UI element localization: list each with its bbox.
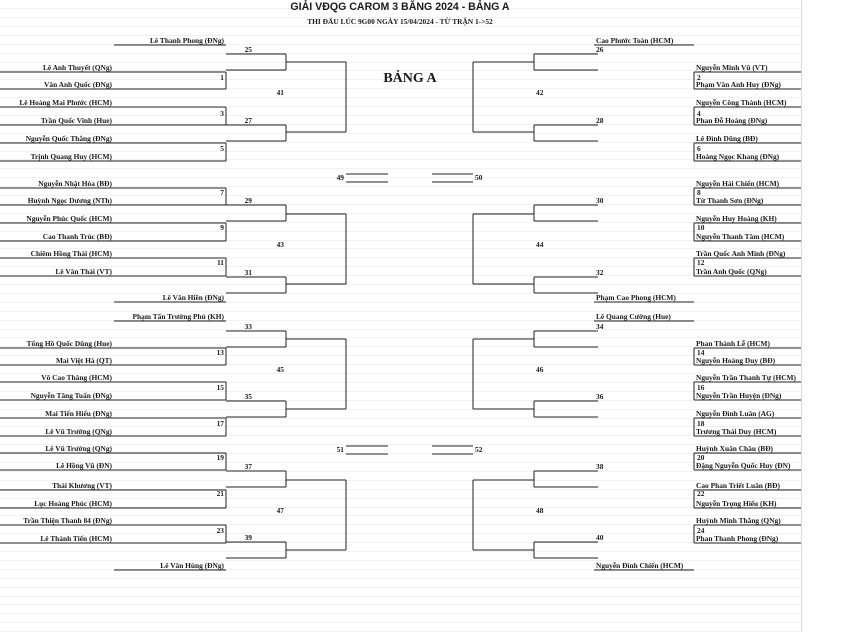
player-name: Trịnh Quang Huy (HCM) xyxy=(30,152,112,161)
player-name: Huỳnh Minh Thắng (QNg) xyxy=(696,516,781,525)
player-name: Phạm Văn Anh Huy (ĐNg) xyxy=(696,80,781,89)
match-number: 30 xyxy=(596,196,604,205)
player-name: Lê Vũ Trường (QNg) xyxy=(45,427,112,436)
match-number: 36 xyxy=(596,392,604,401)
sheet-subtitle: THI ĐẤU LÚC 9G00 NGÀY 15/04/2024 - TỪ TRẬN 1->52 xyxy=(307,17,493,26)
match-number: 51 xyxy=(336,445,344,454)
seed-player-name: Lê Thanh Phong (ĐNg) xyxy=(150,36,224,45)
match-number: 34 xyxy=(596,322,604,331)
player-name: Nguyễn Trọng Hiếu (KH) xyxy=(696,499,777,508)
player-name: Lê Hồng Vũ (ĐN) xyxy=(56,461,112,470)
match-number: 42 xyxy=(536,88,544,97)
match-number: 40 xyxy=(596,533,604,542)
player-name: Hoàng Ngọc Khang (ĐNg) xyxy=(696,152,780,161)
player-name: Nguyễn Hoàng Duy (BĐ) xyxy=(696,356,776,365)
match-number: 48 xyxy=(536,506,544,515)
player-name: Đặng Nguyễn Quốc Huy (ĐN) xyxy=(696,461,791,470)
match-number: 37 xyxy=(244,462,252,471)
match-number: 39 xyxy=(244,533,252,542)
match-number: 50 xyxy=(475,173,483,182)
match-number: 27 xyxy=(244,116,252,125)
player-name: Trần Thiện Thanh 84 (ĐNg) xyxy=(23,516,112,525)
player-name: Lê Vũ Trường (QNg) xyxy=(45,444,112,453)
player-name: Nguyễn Thanh Tâm (HCM) xyxy=(696,232,785,241)
match-number: 41 xyxy=(276,88,284,97)
player-name: Nguyễn Trần Huyện (ĐNg) xyxy=(696,391,782,400)
match-number: 4 xyxy=(697,109,701,118)
player-name: Trương Thái Duy (HCM) xyxy=(696,427,777,436)
player-name: Nguyễn Nhật Hòa (BĐ) xyxy=(38,179,112,188)
match-number: 16 xyxy=(697,383,705,392)
seed-player-name: Phạm Cao Phong (HCM) xyxy=(596,293,676,302)
player-name: Nguyễn Quốc Thắng (ĐNg) xyxy=(25,134,112,143)
player-name: Văn Anh Quốc (ĐNg) xyxy=(44,80,112,89)
match-number: 6 xyxy=(697,144,701,153)
match-number: 18 xyxy=(697,419,705,428)
match-number: 24 xyxy=(697,526,705,535)
match-number: 9 xyxy=(220,223,224,232)
player-name: Từ Thanh Sơn (ĐNg) xyxy=(696,196,764,205)
player-name: Trần Quốc Anh Minh (ĐNg) xyxy=(696,249,786,258)
seed-player-name: Lê Văn Hiền (ĐNg) xyxy=(162,293,224,302)
player-name: Cao Thanh Trúc (BĐ) xyxy=(42,232,112,241)
sheet-gutter xyxy=(801,0,842,632)
sheet-title: GIẢI VĐQG CAROM 3 BĂNG 2024 - BẢNG A xyxy=(290,1,510,13)
player-name: Trần Quốc Vinh (Hue) xyxy=(40,116,112,125)
player-name: Lê Văn Thái (VT) xyxy=(55,267,112,276)
player-name: Mai Tiến Hiếu (ĐNg) xyxy=(45,409,112,418)
player-name: Lê Hoàng Mai Phước (HCM) xyxy=(19,98,112,107)
player-name: Lê Đình Dũng (BĐ) xyxy=(696,134,758,143)
player-name: Lục Hoàng Phúc (HCM) xyxy=(34,499,112,508)
player-name: Chiêm Hồng Thái (HCM) xyxy=(30,249,112,258)
match-number: 47 xyxy=(276,506,284,515)
match-number: 11 xyxy=(217,258,224,267)
player-name: Thái Khương (VT) xyxy=(52,481,112,490)
match-number: 35 xyxy=(244,392,252,401)
player-name: Huỳnh Ngọc Dương (NTh) xyxy=(27,196,112,205)
match-number: 23 xyxy=(216,526,224,535)
player-name: Nguyễn Tăng Tuấn (ĐNg) xyxy=(30,391,112,400)
match-number: 22 xyxy=(697,489,705,498)
player-name: Nguyễn Huy Hoàng (KH) xyxy=(696,214,777,223)
player-name: Nguyễn Công Thành (HCM) xyxy=(696,98,787,107)
player-name: Cao Phan Triết Luân (BĐ) xyxy=(696,481,780,490)
match-number: 13 xyxy=(216,348,224,357)
player-name: Phan Đỗ Hoàng (ĐNg) xyxy=(696,116,768,125)
player-name: Mai Việt Hà (QT) xyxy=(55,356,112,365)
match-number: 12 xyxy=(697,258,705,267)
match-number: 38 xyxy=(596,462,604,471)
seed-player-name: Phạm Tấn Trường Phú (KH) xyxy=(132,312,224,321)
player-name: Nguyễn Trần Thanh Tự (HCM) xyxy=(696,373,796,382)
player-name: Tống Hồ Quốc Dũng (Hue) xyxy=(26,339,112,348)
match-number: 2 xyxy=(697,73,701,82)
match-number: 1 xyxy=(220,73,224,82)
match-number: 14 xyxy=(697,348,705,357)
match-number: 26 xyxy=(596,45,604,54)
match-number: 45 xyxy=(276,365,284,374)
match-number: 20 xyxy=(697,453,705,462)
player-name: Nguyễn Hải Chiến (HCM) xyxy=(696,179,780,188)
seed-player-name: Cao Phước Toàn (HCM) xyxy=(596,36,674,45)
player-name: Nguyễn Phúc Quốc (HCM) xyxy=(26,214,112,223)
player-name: Trần Anh Quốc (QNg) xyxy=(696,267,767,276)
match-number: 46 xyxy=(536,365,544,374)
match-number: 31 xyxy=(244,268,252,277)
match-number: 17 xyxy=(216,419,224,428)
match-number: 33 xyxy=(244,322,252,331)
player-name: Nguyễn Minh Vũ (VT) xyxy=(696,63,768,72)
match-number: 7 xyxy=(220,188,224,197)
match-number: 5 xyxy=(220,144,224,153)
seed-player-name: Lê Quang Cường (Hue) xyxy=(596,312,671,321)
group-label: BẢNG A xyxy=(383,71,437,86)
match-number: 15 xyxy=(216,383,224,392)
match-number: 25 xyxy=(244,45,252,54)
match-number: 8 xyxy=(697,188,701,197)
player-name: Lê Anh Thuyết (QNg) xyxy=(42,63,112,72)
match-number: 52 xyxy=(475,445,483,454)
match-number: 3 xyxy=(220,109,224,118)
player-name: Phan Thành Lễ (HCM) xyxy=(696,339,770,348)
match-number: 49 xyxy=(336,173,344,182)
player-name: Huỳnh Xuân Châu (BĐ) xyxy=(696,444,774,453)
player-name: Nguyễn Đình Luân (AG) xyxy=(696,409,775,418)
match-number: 10 xyxy=(697,223,705,232)
match-number: 19 xyxy=(216,453,224,462)
player-name: Lê Thành Tiến (HCM) xyxy=(40,534,112,543)
player-name: Phan Thanh Phong (ĐNg) xyxy=(696,534,779,543)
match-number: 32 xyxy=(596,268,604,277)
seed-player-name: Lê Văn Hùng (ĐNg) xyxy=(160,561,224,570)
match-number: 21 xyxy=(216,489,224,498)
match-number: 43 xyxy=(276,240,284,249)
match-number: 29 xyxy=(244,196,252,205)
match-number: 28 xyxy=(596,116,604,125)
match-number: 44 xyxy=(536,240,544,249)
player-name: Võ Cao Thăng (HCM) xyxy=(41,373,112,382)
seed-player-name: Nguyễn Đình Chiến (HCM) xyxy=(596,561,684,570)
